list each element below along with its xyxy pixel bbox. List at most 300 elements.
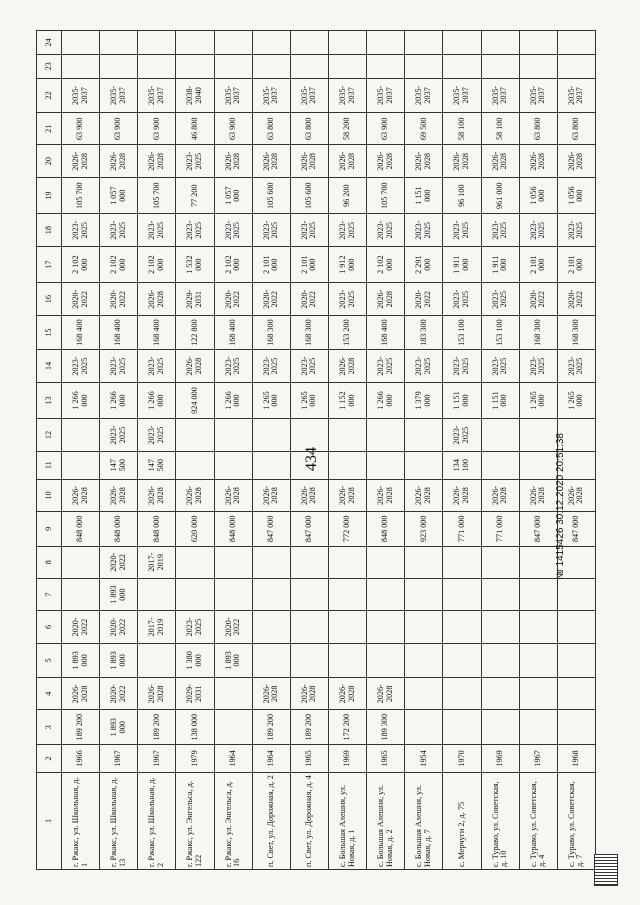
- table-cell: 2026-2028: [290, 479, 328, 511]
- table-cell: [252, 54, 290, 78]
- table-cell: 58 100: [443, 113, 481, 145]
- table-cell: 961 000: [481, 177, 519, 214]
- table-cell: [176, 546, 214, 578]
- table-cell: [405, 546, 443, 578]
- column-header: 7: [37, 578, 62, 610]
- table-cell: 2038-2040: [176, 78, 214, 113]
- table-cell: 2020-2022: [557, 283, 595, 315]
- table-cell: 2 102 000: [214, 246, 252, 283]
- table-cell: 771 000: [481, 512, 519, 547]
- column-header: 11: [37, 451, 62, 479]
- table-cell: 2020-2022: [405, 283, 443, 315]
- table-cell: [290, 451, 328, 479]
- address-cell: г. Ржакс, ул. Школьная, д. 2: [138, 772, 176, 869]
- table-cell: [405, 611, 443, 643]
- table-cell: 172 200: [328, 710, 366, 745]
- address-cell: с. Большая Алешня, ул. Новая, д. 7: [405, 772, 443, 869]
- table-cell: 2026-2028: [138, 479, 176, 511]
- table-cell: [367, 31, 405, 55]
- table-row: [443, 31, 481, 870]
- table-cell: 2029-2031: [176, 283, 214, 315]
- column-header: 12: [37, 419, 62, 451]
- table-cell: 848 000: [62, 512, 100, 547]
- table-cell: [214, 546, 252, 578]
- table-cell: [367, 54, 405, 78]
- table-cell: 2026-2028: [443, 479, 481, 511]
- table-cell: 63 800: [557, 113, 595, 145]
- table-cell: 2020-2022: [100, 611, 138, 643]
- table-cell: 2023-2025: [481, 214, 519, 246]
- table-cell: 2020-2022: [214, 611, 252, 643]
- column-header: 16: [37, 283, 62, 315]
- table-cell: [443, 578, 481, 610]
- header-row: [37, 31, 62, 870]
- table-cell: 2026-2028: [138, 283, 176, 315]
- table-cell: [252, 611, 290, 643]
- table-cell: 2023-2025: [481, 283, 519, 315]
- column-header: 6: [37, 611, 62, 643]
- table-cell: [62, 546, 100, 578]
- table-cell: [557, 54, 595, 78]
- table-cell: 63 800: [252, 113, 290, 145]
- table-row: [214, 31, 252, 870]
- table-cell: 2026-2028: [100, 145, 138, 177]
- column-header: 1: [37, 772, 62, 869]
- column-header: 23: [37, 54, 62, 78]
- table-cell: [405, 54, 443, 78]
- table-cell: [62, 54, 100, 78]
- table-cell: [481, 546, 519, 578]
- table-cell: 1 057 000: [100, 177, 138, 214]
- table-cell: [138, 31, 176, 55]
- table-cell: [252, 451, 290, 479]
- column-header: 20: [37, 145, 62, 177]
- table-cell: 168 300: [519, 315, 557, 350]
- table-cell: 2 101 000: [557, 246, 595, 283]
- table-cell: 847 000: [519, 512, 557, 547]
- table-cell: [367, 451, 405, 479]
- table-cell: 923 000: [405, 512, 443, 547]
- table-cell: 2023-2025: [138, 214, 176, 246]
- table-cell: [443, 710, 481, 745]
- table-cell: [481, 611, 519, 643]
- table-cell: [252, 643, 290, 678]
- address-cell: г. Ржакс, ул. Школьная, д. 1: [62, 772, 100, 869]
- table-cell: [328, 451, 366, 479]
- table-cell: 2023-2025: [62, 350, 100, 382]
- column-header: 2: [37, 744, 62, 772]
- table-cell: [519, 710, 557, 745]
- table-cell: 848 000: [138, 512, 176, 547]
- table-cell: [252, 419, 290, 451]
- table-cell: 2029-2031: [176, 678, 214, 710]
- table-cell: 1979: [176, 744, 214, 772]
- table-cell: [176, 419, 214, 451]
- table-cell: 63 800: [290, 113, 328, 145]
- column-header: 14: [37, 350, 62, 382]
- table-cell: [519, 54, 557, 78]
- table-cell: [443, 611, 481, 643]
- table-cell: 2 101 000: [290, 246, 328, 283]
- table-cell: [214, 54, 252, 78]
- table-cell: [214, 419, 252, 451]
- table-cell: 1965: [367, 744, 405, 772]
- column-header: 24: [37, 31, 62, 55]
- table-cell: 168 400: [138, 315, 176, 350]
- table-cell: 1969: [481, 744, 519, 772]
- table-cell: [557, 611, 595, 643]
- table-cell: 2023-2025: [328, 214, 366, 246]
- table-cell: [557, 578, 595, 610]
- table-cell: [328, 54, 366, 78]
- table-cell: 2026-2028: [405, 145, 443, 177]
- table-cell: 620 000: [176, 512, 214, 547]
- address-cell: с. Большая Алешня, ул. Новая, д. 2: [367, 772, 405, 869]
- table-row: [138, 31, 176, 870]
- table-cell: 2026-2028: [328, 145, 366, 177]
- table-row: [328, 31, 366, 870]
- column-header: 17: [37, 246, 62, 283]
- table-cell: 2 102 000: [62, 246, 100, 283]
- table-cell: 168 300: [290, 315, 328, 350]
- table-cell: 168 400: [367, 315, 405, 350]
- table-cell: [290, 31, 328, 55]
- table-cell: 2023-2025: [328, 283, 366, 315]
- table-cell: [214, 710, 252, 745]
- table-cell: 2035-2037: [62, 78, 100, 113]
- table-row: [252, 31, 290, 870]
- table-cell: 2035-2037: [557, 78, 595, 113]
- column-header: 15: [37, 315, 62, 350]
- table-cell: [62, 451, 100, 479]
- table-cell: 2023-2025: [557, 214, 595, 246]
- table-cell: 2023-2025: [252, 214, 290, 246]
- table-cell: 105 600: [290, 177, 328, 214]
- table-cell: [138, 578, 176, 610]
- table-cell: 1 379 000: [405, 382, 443, 419]
- table-cell: [481, 710, 519, 745]
- table-cell: 1 151 000: [405, 177, 443, 214]
- table-cell: [519, 31, 557, 55]
- table-cell: 168 400: [214, 315, 252, 350]
- table-cell: 1969: [328, 744, 366, 772]
- table-cell: 2023-2025: [481, 350, 519, 382]
- table-cell: 2035-2037: [405, 78, 443, 113]
- table-cell: [443, 643, 481, 678]
- table-cell: 2020-2022: [252, 283, 290, 315]
- table-cell: 847 000: [252, 512, 290, 547]
- table-cell: 847 000: [557, 512, 595, 547]
- table-cell: [519, 546, 557, 578]
- table-cell: 2035-2037: [214, 78, 252, 113]
- table-row: [367, 31, 405, 870]
- table-cell: [405, 710, 443, 745]
- table-cell: 848 000: [214, 512, 252, 547]
- table-cell: 153 100: [481, 315, 519, 350]
- table-cell: 1966: [62, 744, 100, 772]
- table-cell: [481, 54, 519, 78]
- table-cell: 2026-2028: [252, 479, 290, 511]
- table-cell: 1 056 000: [519, 177, 557, 214]
- table-cell: [290, 643, 328, 678]
- table-cell: 2023-2025: [176, 145, 214, 177]
- table-cell: [214, 451, 252, 479]
- address-cell: с. Тураво, ул. Советская, д. 4: [519, 772, 557, 869]
- table-cell: 1967: [138, 744, 176, 772]
- table-cell: 2026-2028: [62, 145, 100, 177]
- address-cell: г. Ржакс, ул. Энгельса, д. 122: [176, 772, 214, 869]
- table-cell: [138, 54, 176, 78]
- table-cell: 189 200: [252, 710, 290, 745]
- table-cell: 122 800: [176, 315, 214, 350]
- table-cell: [176, 578, 214, 610]
- table-cell: [100, 54, 138, 78]
- table-cell: 2026-2028: [252, 145, 290, 177]
- column-header: 19: [37, 177, 62, 214]
- table-cell: 2026-2028: [214, 145, 252, 177]
- table-cell: 2023-2025: [443, 350, 481, 382]
- table-cell: [214, 578, 252, 610]
- table-cell: 2023-2025: [214, 214, 252, 246]
- table-cell: 1 893 000: [100, 643, 138, 678]
- table-cell: [62, 31, 100, 55]
- table-cell: [328, 643, 366, 678]
- table-cell: 2035-2037: [252, 78, 290, 113]
- table-cell: 2020-2022: [100, 283, 138, 315]
- table-cell: [405, 678, 443, 710]
- table-cell: 2020-2022: [290, 283, 328, 315]
- column-header: 10: [37, 479, 62, 511]
- table-cell: 63 900: [100, 113, 138, 145]
- table-cell: 2 291 000: [405, 246, 443, 283]
- table-row: [405, 31, 443, 870]
- barcode-stamp: [594, 854, 618, 886]
- table-cell: 2026-2028: [62, 678, 100, 710]
- column-header: 4: [37, 678, 62, 710]
- table-cell: [176, 451, 214, 479]
- table-row: [290, 31, 328, 870]
- table-cell: [62, 419, 100, 451]
- table-cell: 58 200: [328, 113, 366, 145]
- table-cell: 2 102 000: [367, 246, 405, 283]
- table-cell: 189 300: [367, 710, 405, 745]
- table-cell: 2026-2028: [138, 145, 176, 177]
- table-cell: 2026-2028: [328, 479, 366, 511]
- table-cell: 2026-2028: [214, 479, 252, 511]
- table-cell: 105 700: [62, 177, 100, 214]
- table-cell: 2023-2025: [214, 350, 252, 382]
- table-cell: 2026-2028: [367, 145, 405, 177]
- table-cell: 96 100: [443, 177, 481, 214]
- table-cell: 105 700: [367, 177, 405, 214]
- table-cell: 96 200: [328, 177, 366, 214]
- table-cell: 2017-2019: [138, 546, 176, 578]
- table-cell: [367, 546, 405, 578]
- table-cell: 2026-2028: [252, 678, 290, 710]
- table-cell: 2026-2028: [443, 145, 481, 177]
- column-header: 21: [37, 113, 62, 145]
- table-cell: 1 152 000: [328, 382, 366, 419]
- table-cell: 1 911 000: [481, 246, 519, 283]
- table-cell: 2023-2025: [405, 350, 443, 382]
- column-header: 5: [37, 643, 62, 678]
- table-row: [176, 31, 214, 870]
- page-number: 434: [303, 447, 320, 471]
- table-cell: 2026-2028: [481, 145, 519, 177]
- table-cell: [519, 611, 557, 643]
- column-header: 18: [37, 214, 62, 246]
- table-cell: [138, 643, 176, 678]
- table-cell: 2 101 000: [252, 246, 290, 283]
- table-cell: 2023-2025: [100, 214, 138, 246]
- table-cell: 1 266 000: [367, 382, 405, 419]
- table-cell: 2035-2037: [367, 78, 405, 113]
- table-cell: 2020-2022: [100, 546, 138, 578]
- table-cell: 1 266 000: [62, 382, 100, 419]
- table-cell: 1 912 000: [328, 246, 366, 283]
- table-cell: [328, 578, 366, 610]
- table-cell: 2026-2028: [328, 350, 366, 382]
- table-row: [481, 31, 519, 870]
- table-cell: 2020-2022: [519, 283, 557, 315]
- table-cell: 1970: [443, 744, 481, 772]
- table-cell: 2026-2028: [519, 479, 557, 511]
- table-cell: 2023-2025: [367, 350, 405, 382]
- table-cell: 1 380 000: [176, 643, 214, 678]
- table-cell: [328, 31, 366, 55]
- address-cell: п. Свет, ул. Дорожная, д. 2: [252, 772, 290, 869]
- table-cell: 2023-2025: [557, 350, 595, 382]
- table-cell: 1 911 000: [443, 246, 481, 283]
- table-cell: [290, 54, 328, 78]
- table-cell: 1 151 000: [481, 382, 519, 419]
- table-cell: 1 265 000: [252, 382, 290, 419]
- document-footer: № 1415426 30.12.2020 20:51:38: [555, 433, 566, 580]
- table-cell: 1 057 000: [214, 177, 252, 214]
- table-cell: 1 893 000: [214, 643, 252, 678]
- table-cell: 2026-2028: [481, 479, 519, 511]
- table-cell: 1968: [557, 744, 595, 772]
- table-cell: 2023-2025: [443, 419, 481, 451]
- table-cell: 183 300: [405, 315, 443, 350]
- table-cell: 2035-2037: [328, 78, 366, 113]
- table-container: [36, 30, 596, 870]
- table-cell: 2026-2028: [176, 350, 214, 382]
- table-cell: 153 100: [443, 315, 481, 350]
- table-cell: 63 800: [519, 113, 557, 145]
- table-cell: 2023-2025: [519, 350, 557, 382]
- column-header: 9: [37, 512, 62, 547]
- table-cell: [557, 710, 595, 745]
- table-cell: [328, 419, 366, 451]
- table-cell: 1964: [252, 744, 290, 772]
- table-cell: 2 101 000: [519, 246, 557, 283]
- table-cell: [252, 546, 290, 578]
- table-row: [62, 31, 100, 870]
- column-header: 22: [37, 78, 62, 113]
- table-cell: 2023-2025: [290, 350, 328, 382]
- table-cell: 2035-2037: [519, 78, 557, 113]
- table-cell: 2023-2025: [176, 611, 214, 643]
- column-header: 13: [37, 382, 62, 419]
- table-cell: 77 200: [176, 177, 214, 214]
- address-cell: г. Ржакс, ул. Школьная, д. 13: [100, 772, 138, 869]
- table-cell: 2023-2025: [138, 419, 176, 451]
- table-cell: 2035-2037: [481, 78, 519, 113]
- table-cell: 105 700: [138, 177, 176, 214]
- table-cell: [443, 31, 481, 55]
- table-cell: 1967: [519, 744, 557, 772]
- address-cell: с. Тураво, ул. Советская, д. 10: [481, 772, 519, 869]
- table-cell: [557, 643, 595, 678]
- table-cell: 2017-2019: [138, 611, 176, 643]
- table-cell: [290, 578, 328, 610]
- table-cell: 2020-2022: [100, 678, 138, 710]
- table-cell: 1 265 000: [290, 382, 328, 419]
- table-cell: [481, 451, 519, 479]
- table-cell: [481, 678, 519, 710]
- table-cell: 1 532 000: [176, 246, 214, 283]
- table-cell: [481, 419, 519, 451]
- table-cell: 1954: [405, 744, 443, 772]
- table-cell: 2023-2025: [252, 350, 290, 382]
- table-cell: 63 900: [214, 113, 252, 145]
- table-cell: 2026-2028: [328, 678, 366, 710]
- table-cell: [176, 31, 214, 55]
- table-cell: [519, 578, 557, 610]
- table-cell: 63 900: [138, 113, 176, 145]
- table-cell: 2023-2025: [62, 214, 100, 246]
- table-cell: [481, 31, 519, 55]
- table-cell: [290, 419, 328, 451]
- table-cell: [557, 31, 595, 55]
- table-cell: 1 265 000: [519, 382, 557, 419]
- table-cell: 2026-2028: [290, 145, 328, 177]
- column-header: 3: [37, 710, 62, 745]
- table-cell: [405, 643, 443, 678]
- table-cell: [252, 578, 290, 610]
- table-cell: 147 500: [100, 451, 138, 479]
- table-cell: 2035-2037: [100, 78, 138, 113]
- table-cell: [443, 678, 481, 710]
- table-cell: [481, 643, 519, 678]
- table-cell: 2026-2028: [176, 479, 214, 511]
- table-cell: [290, 611, 328, 643]
- address-cell: г. Ржакс, ул. Энгельса, д. 16: [214, 772, 252, 869]
- table-cell: 2023-2025: [367, 214, 405, 246]
- table-cell: [62, 578, 100, 610]
- table-cell: [252, 31, 290, 55]
- table-cell: 1965: [290, 744, 328, 772]
- data-table: [36, 30, 596, 870]
- table-cell: 189 200: [290, 710, 328, 745]
- table-cell: [405, 31, 443, 55]
- table-cell: 771 000: [443, 512, 481, 547]
- table-cell: 1 893 000: [100, 710, 138, 745]
- table-cell: 2026-2028: [100, 479, 138, 511]
- table-cell: 2023-2025: [100, 419, 138, 451]
- table-cell: 63 900: [367, 113, 405, 145]
- table-cell: 2026-2028: [557, 479, 595, 511]
- table-cell: 1 266 000: [138, 382, 176, 419]
- table-cell: [214, 678, 252, 710]
- table-cell: 2026-2028: [367, 283, 405, 315]
- address-cell: с. Мерчуги 2, д. 75: [443, 772, 481, 869]
- table-cell: [367, 611, 405, 643]
- table-cell: 1 265 000: [557, 382, 595, 419]
- table-cell: 2035-2037: [138, 78, 176, 113]
- table-cell: 2 102 000: [138, 246, 176, 283]
